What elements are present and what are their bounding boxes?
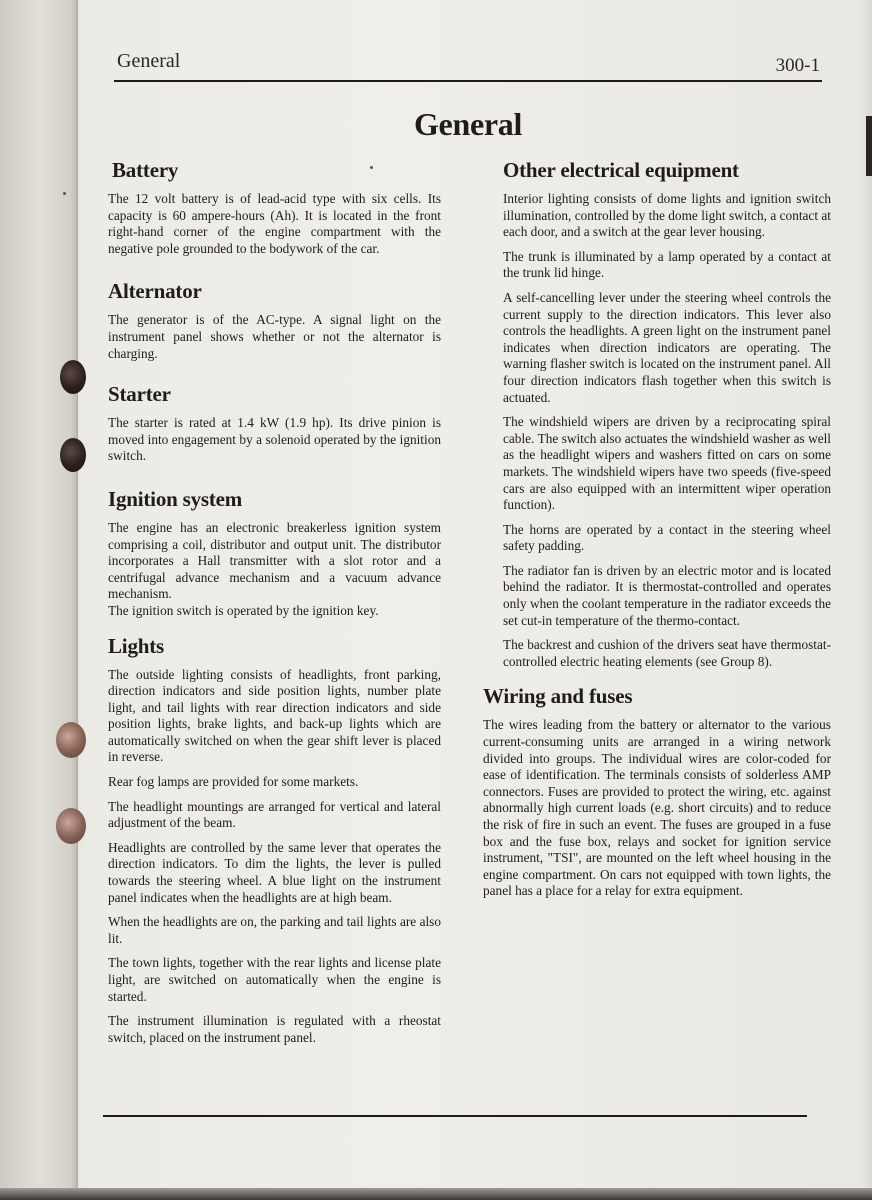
paragraph: Interior lighting consists of dome lights and ignition switch illumination, controlled by the dome light switch, a contact at each door, and a switch at the gear lever housing. <box>503 191 831 240</box>
paragraph: Rear fog lamps are provided for some markets. <box>108 774 359 790</box>
paper-speck <box>63 192 66 195</box>
paragraph: Headlights are controlled by the same lever that operates the direction indicators. To dim the lights, the lever is pulled towards the steering wheel. A blue light on the instrument panel indicates when the headlights are at high beam. <box>108 839 441 905</box>
punch-hole-4 <box>56 808 86 844</box>
punch-hole-3 <box>56 722 86 758</box>
paragraph: The instrument illumination is regulated with a rheostat switch, placed on the instrument panel. <box>108 1013 441 1045</box>
section-starter <box>108 382 441 465</box>
section-lights <box>108 634 441 1047</box>
paragraph: The wires leading from the battery or alternator to the various current-consuming units are arranged in a wiring network divided into groups. The individual wires are color-coded for ease of identification. The terminals consists of solderless AMP connectors. Fuses are provided to protect the wiring, etc. against abnormally high current loads (e.g. short circuits) and to reduce the risk of fire in such an event. The fuses are grouped in a fuse box and the fuse box, relays and socket for ignition service instrument, "TSI", are mounted on the left wheel housing in the engine compartment. On cars not equipped with town lights, the panel has a place for a relay for extra equipment. <box>483 717 831 899</box>
paragraph: The starter is rated at 1.4 kW (1.9 hp). Its drive pinion is moved into engagement by a solenoid operated by the ignition switch. <box>108 415 441 464</box>
section-wiring-and-fuses <box>483 684 831 900</box>
paragraph: The outside lighting consists of headlights, front parking, direction indicators and side position lights, number plate light, and tail lights with rear direction indicators and side position lights, brake lights, and back-up lights which are automatically switched on when the gear shift lever is placed in reverse. <box>108 666 441 765</box>
page-bottom-edge <box>0 1188 872 1200</box>
paragraph: The horns are operated by a contact in the steering wheel safety padding. <box>503 521 831 554</box>
section-heading: Alternator <box>108 279 202 304</box>
footer-rule <box>103 1115 807 1117</box>
binding-strip <box>0 0 78 1200</box>
section-heading: Starter <box>108 382 171 407</box>
running-header-label: General <box>117 50 181 72</box>
left-column <box>108 158 441 1060</box>
section-heading: Other electrical equipment <box>503 158 739 182</box>
header-rule <box>114 80 822 82</box>
punch-hole-2 <box>60 438 86 472</box>
section-heading: Ignition system <box>108 486 243 511</box>
paragraph: The generator is of the AC-type. A signal light on the instrument panel shows whether or not the alternator is charging. <box>108 312 441 361</box>
punch-hole-1 <box>60 360 86 394</box>
paragraph: The engine has an electronic breakerless ignition system comprising a coil, distributor and output unit. The distributor incorporates a Hall transmitter with a slot rotor and a centrifugal advance mechanism and a vacuum advance mechanism. <box>108 519 441 602</box>
paragraph: When the headlights are on, the parking and tail lights are also lit. <box>108 914 441 946</box>
paragraph: A self-cancelling lever under the steering wheel controls the current supply to the direction indicators. This lever also controls the headlights. A green light on the instrument panel indicates when direction indicators are operating. The warning flasher switch is located on the instrument panel. All four direction indicators flash together when this switch is actuated. <box>503 289 831 405</box>
section-heading: Wiring and fuses <box>483 684 633 709</box>
section-alternator <box>108 279 441 362</box>
paragraph: The windshield wipers are driven by a reciprocating spiral cable. The switch also actuates the windshield washer as well as the headlight wipers and washers fitted on cars on some markets. The windshield wipers have two speeds (five-speed cars are also equipped with an intermittent wiper operation function). <box>503 414 831 513</box>
paragraph: The backrest and cushion of the drivers seat have thermostat-controlled electric heating elements (see Group 8). <box>503 637 831 669</box>
paragraph: The ignition switch is operated by the ignition key. <box>108 602 379 618</box>
paragraph: The town lights, together with the rear lights and license plate light, are switched on automatically when the engine is started. <box>108 955 441 1004</box>
paragraph: The 12 volt battery is of lead-acid type with six cells. Its capacity is 60 ampere-hours (Ah). It is located in the front right-hand corner of the engine compartment with the negative pole grounded to the bodywork of the car. <box>108 191 441 256</box>
paragraph: The headlight mountings are arranged for vertical and lateral adjustment of the beam. <box>108 798 441 831</box>
right-column <box>483 158 831 914</box>
page-title: General <box>413 106 523 142</box>
paragraph: The trunk is illuminated by a lamp operated by a contact at the trunk lid hinge. <box>503 248 831 281</box>
section-heading: Lights <box>108 633 164 658</box>
page-edge-shadow <box>866 116 872 176</box>
section-battery <box>108 158 441 257</box>
section-ignition-system <box>108 487 441 620</box>
section-heading: Battery <box>112 158 179 182</box>
page-number: 300-1 <box>775 55 820 76</box>
section-other-electrical-equipment <box>483 158 831 670</box>
paragraph: The radiator fan is driven by an electric motor and is located behind the radiator. It is thermostat-controlled and operates only when the coolant temperature in the radiator exceeds the set cut-in temperature of the thermo-contact. <box>503 562 831 628</box>
